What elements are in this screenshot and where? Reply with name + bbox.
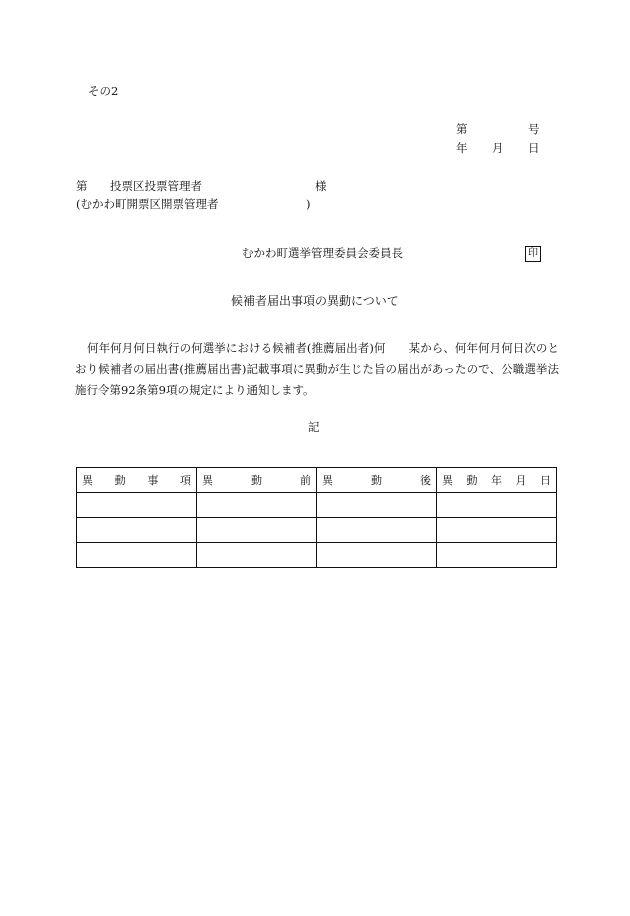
header-char: 動 bbox=[466, 474, 478, 487]
header-char: 後 bbox=[420, 474, 431, 487]
body-paragraph: 何年何月何日執行の何選挙における候補者(推薦届出者)何 某から、何年何月何日次のとおり候補者の届出書(推薦届出書)記載事項に異動が生じた旨の届出があったので、公職選挙法施行令第92条第9項の規定により通知します。 bbox=[75, 341, 559, 397]
addressee-line2-open: (むかわ町開票区開票管理者 bbox=[76, 197, 219, 211]
doc-date-day: 日 bbox=[528, 141, 540, 155]
addressee-dai: 第 bbox=[76, 179, 88, 193]
table-cell bbox=[197, 493, 317, 518]
table-cell bbox=[317, 493, 437, 518]
addressee-name: 投票区投票管理者 bbox=[110, 179, 202, 193]
table-cell bbox=[77, 543, 197, 568]
header-cell-date bbox=[437, 468, 557, 493]
header-char: 日 bbox=[540, 474, 551, 487]
table-cell bbox=[437, 493, 557, 518]
header-char: 異 bbox=[202, 474, 213, 487]
header-char: 異 bbox=[322, 474, 333, 487]
table-cell bbox=[77, 518, 197, 543]
header-char: 動 bbox=[114, 474, 126, 487]
table-cell bbox=[437, 518, 557, 543]
header-cell-before bbox=[197, 468, 317, 493]
header-char: 動 bbox=[371, 474, 382, 487]
doc-date-month: 月 bbox=[492, 141, 504, 155]
header-char: 前 bbox=[300, 474, 311, 487]
header-char: 異 bbox=[442, 474, 453, 487]
changes-table bbox=[76, 467, 557, 568]
table-cell bbox=[197, 543, 317, 568]
table-cell bbox=[317, 543, 437, 568]
header-char: 異 bbox=[82, 474, 93, 487]
header-char: 月 bbox=[515, 474, 527, 487]
table-cell bbox=[77, 493, 197, 518]
subject-title: 候補者届出事項の異動について bbox=[231, 294, 399, 308]
addressee-sama: 様 bbox=[315, 179, 327, 193]
doc-date-year: 年 bbox=[456, 141, 468, 155]
header-char: 項 bbox=[179, 474, 191, 487]
addressee-line2-close: ) bbox=[306, 197, 311, 211]
ki-heading: 記 bbox=[308, 420, 320, 434]
sender-title: むかわ町選挙管理委員会委員長 bbox=[242, 246, 403, 260]
header-cell-after bbox=[317, 468, 437, 493]
form-number: その2 bbox=[88, 84, 119, 98]
table-header-row bbox=[77, 468, 557, 493]
table-row bbox=[77, 493, 557, 518]
header-char: 動 bbox=[251, 474, 262, 487]
header-char: 年 bbox=[491, 474, 502, 487]
table-row bbox=[77, 518, 557, 543]
table-cell bbox=[317, 518, 437, 543]
doc-number-go: 号 bbox=[528, 122, 540, 136]
header-cell-item bbox=[77, 468, 197, 493]
table-row bbox=[77, 543, 557, 568]
table-cell bbox=[437, 543, 557, 568]
seal-mark: 印 bbox=[525, 246, 541, 262]
table-cell bbox=[197, 518, 317, 543]
doc-number-dai: 第 bbox=[456, 122, 468, 136]
header-char: 事 bbox=[147, 474, 159, 487]
